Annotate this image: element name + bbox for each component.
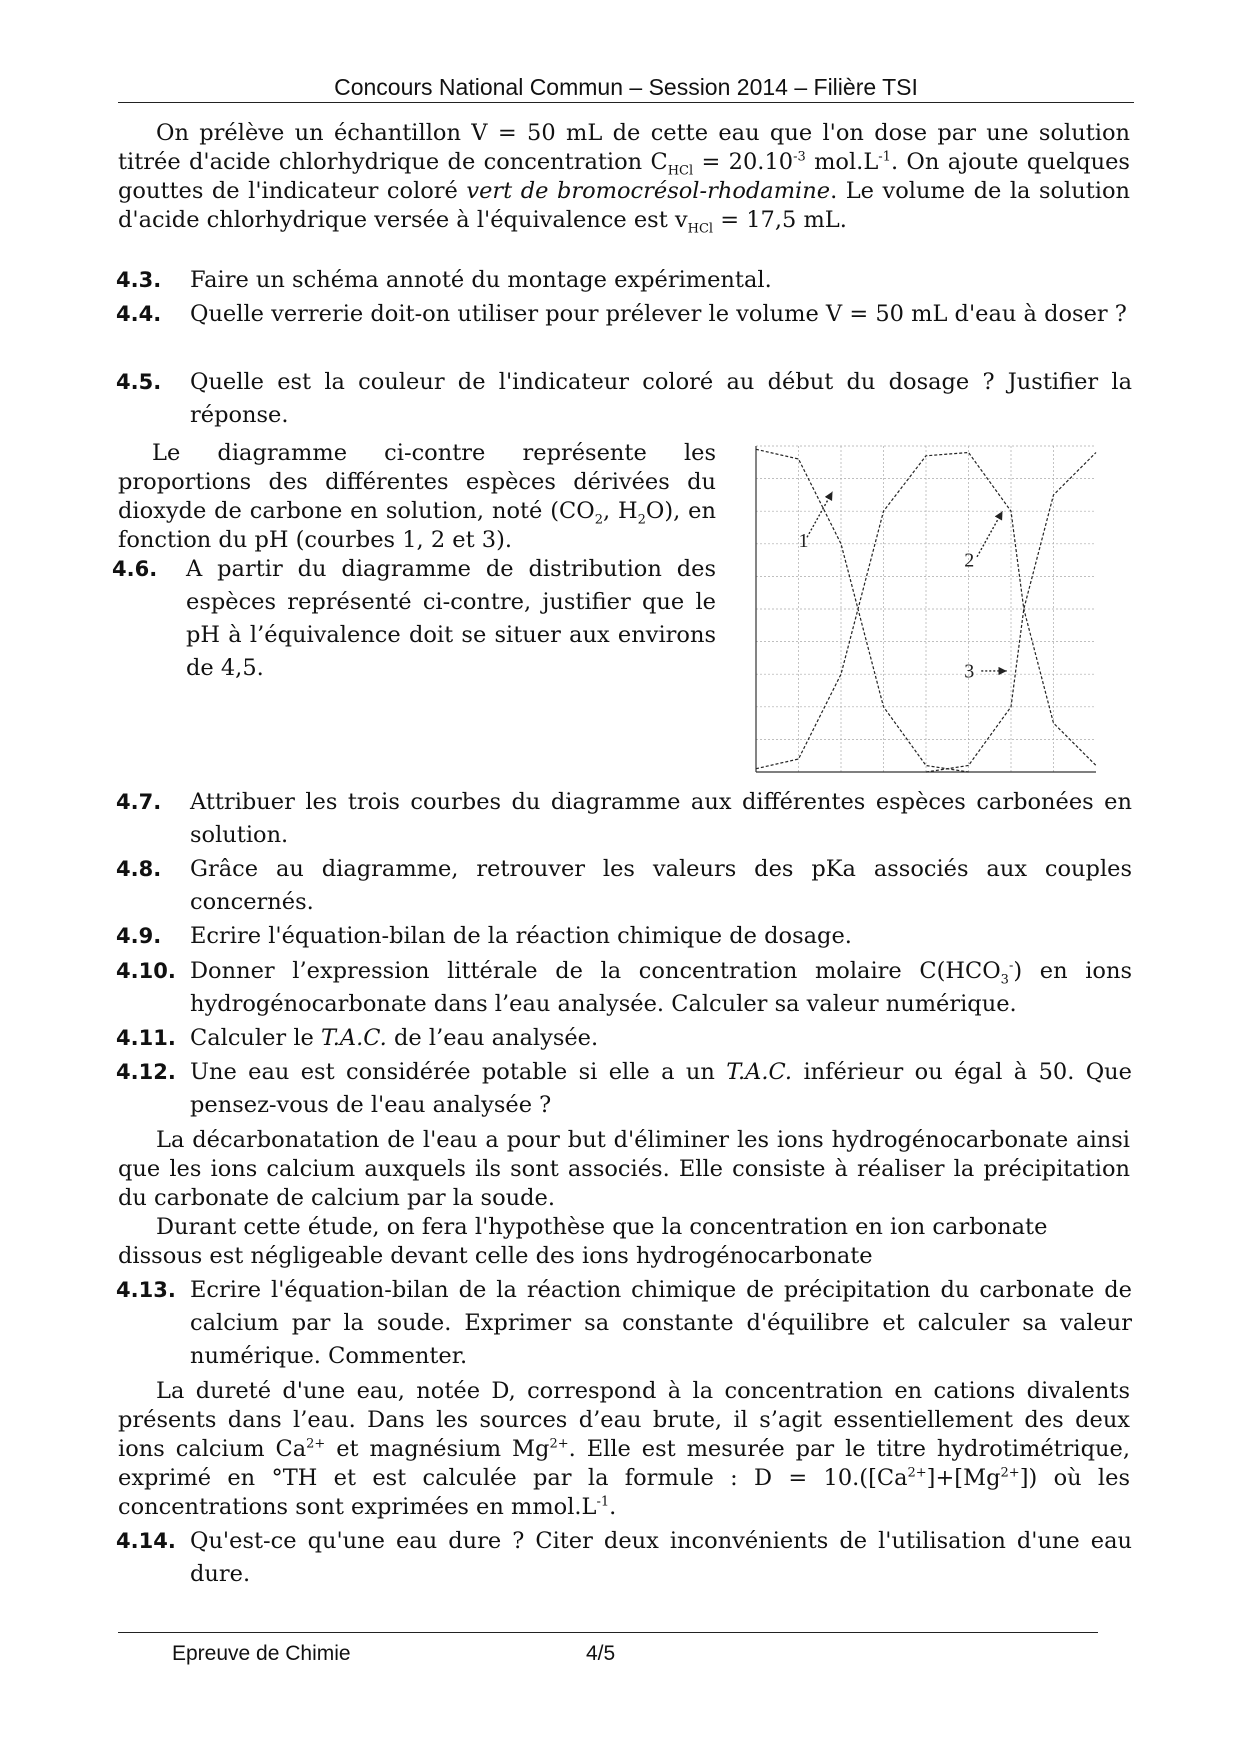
- chart-grid: [756, 446, 1096, 772]
- hardness-text-2: et magnésium Mg: [325, 1436, 550, 1462]
- question-text: Faire un schéma annoté du montage expérimental.: [190, 267, 772, 293]
- question-number: 4.8.: [116, 857, 162, 881]
- curve-label-1: 1: [798, 530, 809, 553]
- intro-text-5: . Le volume de la solution d'acide chlorhydrique versée à l'équivalence est v: [118, 178, 1130, 233]
- ca-charge: 2+: [306, 1436, 326, 1452]
- question-text: [190, 955, 1132, 1021]
- question-text: Qu'est-ce qu'une eau dure ? Citer deux inconvénients de l'utilisation d'une eau dure.: [190, 1528, 1132, 1587]
- question-number: 4.4.: [116, 302, 162, 326]
- q412-text-1: Une eau est considérée potable si elle a un: [190, 1059, 727, 1085]
- hco3-subscript: 3: [1000, 972, 1009, 988]
- diagram-intro-text-3: O), en fonction du pH (courbes 1, 2 et 3).: [118, 498, 716, 553]
- curve-3: [926, 453, 1096, 773]
- exponent-m3: -3: [793, 149, 806, 165]
- question-text: Ecrire l'équation-bilan de la réaction chimique de précipitation du carbonate de calcium par la soude. Exprimer sa constante d'équilibre et calculer sa valeur numérique. Commenter.: [190, 1277, 1132, 1369]
- h2o-subscript: 2: [637, 512, 646, 528]
- curve-arrow-2: [977, 511, 1003, 557]
- q410-text-1: Donner l’expression littérale de la concentration molaire C(HCO: [190, 958, 1001, 984]
- curve-arrow-1: [807, 492, 833, 538]
- species-distribution-chart: [740, 440, 1100, 780]
- hypothesis-paragraph: Durant cette étude, on fera l'hypothèse que la concentration en ion carbonate dissous est négligeable devant celle des ions hydrogénocarbonate: [118, 1214, 1048, 1269]
- curve-1: [756, 449, 969, 772]
- co2-subscript: 2: [594, 512, 603, 528]
- hardness-text-6: .: [609, 1494, 617, 1520]
- question-text: [190, 1056, 1132, 1122]
- decarbonatation-paragraph: La décarbonatation de l'eau a pour but d'éliminer les ions hydrogénocarbonate ainsi que les ions calcium auxquels ils sont associés. Elle consiste à réaliser la précipitation du carbonate de calcium par la soude.: [118, 1127, 1130, 1211]
- hcl-subscript-2: HCl: [687, 221, 714, 237]
- intro-text-6: = 17,5 mL.: [713, 207, 847, 233]
- hardness-text-3: . Elle est mesurée par le titre hydrotimétrique, exprimé en °TH et est calculée par la formule : D = 10.([Ca: [118, 1436, 1130, 1491]
- intro-text-2: = 20.10: [693, 149, 794, 175]
- q411-text-2: de l’eau analysée.: [386, 1025, 599, 1051]
- q411-text-1: Calculer le: [190, 1025, 322, 1051]
- intro-text-3: mol.L: [805, 149, 879, 175]
- hardness-text-1: La dureté d'une eau, notée D, correspond à la concentration en cations divalents présents dans l’eau. Dans les sources d’eau brute, il s’agit essentiellement des deux ions calcium Ca: [118, 1378, 1130, 1462]
- hardness-text-4: ]+[Mg: [926, 1465, 1001, 1491]
- question-text: [190, 1022, 1132, 1055]
- footer-page-number: 4/5: [586, 1642, 616, 1665]
- hardness-paragraph: [118, 1377, 1130, 1522]
- mg-charge-2: 2+: [1000, 1465, 1020, 1481]
- question-number: 4.6.: [112, 557, 158, 581]
- curve-label-2: 2: [964, 549, 975, 572]
- diagram-intro: [118, 439, 716, 555]
- question-number: 4.3.: [116, 268, 162, 292]
- page-header: Concours National Commun – Session 2014 – Filière TSI: [334, 74, 918, 100]
- question-number: 4.5.: [116, 370, 162, 394]
- exponent-m1-2: -1: [596, 1494, 610, 1510]
- q410-text-2: ) en ions hydrogénocarbonate dans l’eau analysée. Calculer sa valeur numérique.: [190, 958, 1132, 1017]
- q412-text-2: inférieur ou égal à 50. Que pensez-vous de l'eau analysée ?: [190, 1059, 1132, 1118]
- question-number: 4.10.: [116, 959, 176, 983]
- question-text: Quelle est la couleur de l'indicateur coloré au début du dosage ? Justifier la réponse.: [190, 369, 1132, 428]
- tac-abbreviation: T.A.C.: [321, 1025, 387, 1051]
- intro-paragraph: [118, 119, 1130, 235]
- intro-text-4: . On ajoute quelques gouttes de l'indicateur coloré: [118, 149, 1130, 204]
- hco3-charge: -: [1008, 958, 1014, 974]
- question-text: Ecrire l'équation-bilan de la réaction chimique de dosage.: [190, 923, 852, 949]
- diagram-intro-text-2: , H: [602, 498, 638, 524]
- question-text: Attribuer les trois courbes du diagramme aux différentes espèces carbonées en solution.: [190, 789, 1132, 848]
- question-number: 4.9.: [116, 924, 162, 948]
- curve-label-3: 3: [964, 660, 975, 683]
- footer-exam-name: Epreuve de Chimie: [172, 1642, 351, 1665]
- question-text: A partir du diagramme de distribution des espèces représenté ci-contre, justifier que le pH à l’équivalence doit se situer aux environs de 4,5.: [186, 556, 716, 681]
- question-number: 4.14.: [116, 1529, 176, 1553]
- ca-charge-2: 2+: [907, 1465, 927, 1481]
- footer-rule: [118, 1632, 1098, 1633]
- indicator-name: vert de bromocrésol-rhodamine: [466, 178, 831, 204]
- question-number: 4.7.: [116, 790, 162, 814]
- exponent-m1: -1: [878, 149, 891, 165]
- question-text: Grâce au diagramme, retrouver les valeurs des pKa associés aux couples concernés.: [190, 856, 1132, 915]
- question-number: 4.11.: [116, 1026, 176, 1050]
- hardness-text-5: ]) où les concentrations sont exprimées en mmol.L: [118, 1465, 1130, 1520]
- question-text: Quelle verrerie doit-on utiliser pour prélever le volume V = 50 mL d'eau à doser ?: [190, 301, 1127, 327]
- question-number: 4.13.: [116, 1278, 176, 1302]
- hcl-subscript: HCl: [667, 163, 694, 179]
- intro-text-1: On prélève un échantillon V = 50 mL de cette eau que l'on dose par une solution titrée d'acide chlorhydrique de concentration C: [118, 120, 1130, 175]
- header-rule: [118, 102, 1134, 103]
- diagram-intro-text-1: Le diagramme ci-contre représente les proportions des différentes espèces dérivées du dioxyde de carbone en solution, noté (CO: [118, 440, 716, 524]
- mg-charge: 2+: [549, 1436, 569, 1452]
- tac-abbreviation: T.A.C.: [726, 1059, 793, 1085]
- question-number: 4.12.: [116, 1060, 176, 1084]
